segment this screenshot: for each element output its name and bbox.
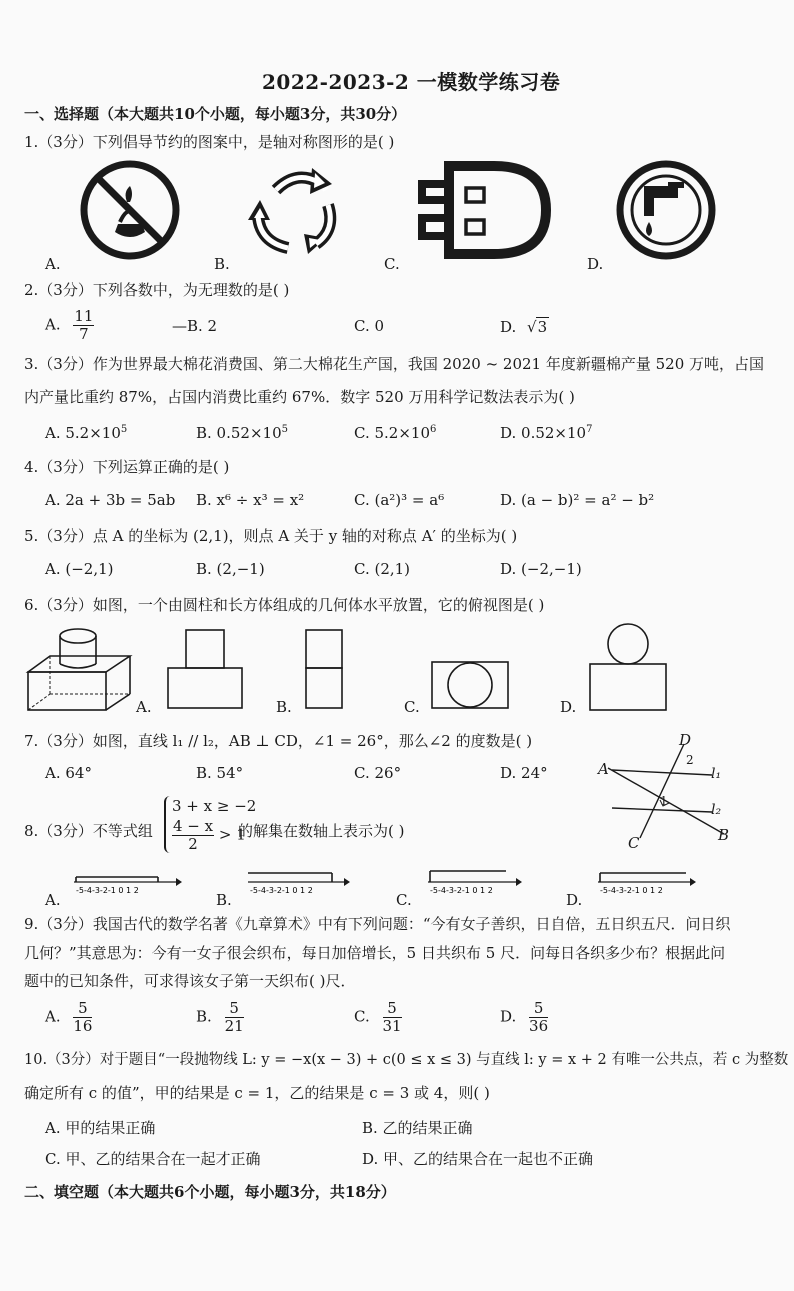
q9-a-denominator: 16: [73, 1017, 93, 1035]
section-heading-choice: 一、选择题（本大题共10个小题，每小题3分，共30分）: [24, 105, 407, 123]
q2-option-d-label: D.: [500, 318, 517, 336]
q8-option-a-label: A.: [45, 891, 61, 909]
q4-option-d: D. (a − b)² = a² − b²: [500, 491, 655, 509]
q4-option-b: B. x⁶ ÷ x³ = x²: [196, 491, 305, 509]
q2-a-denominator: 7: [79, 325, 89, 343]
q8-a-ticks: -5-4-3-2-1 0 1 2: [76, 886, 139, 895]
question-2-text: 2.（3分）下列各数中，为无理数的是( ): [24, 281, 290, 299]
q8-c-ticks: -5-4-3-2-1 0 1 2: [430, 886, 493, 895]
q7-label-c: C: [628, 834, 640, 852]
q9-option-a: [45, 1000, 92, 1035]
q6-option-c-figure: [430, 660, 510, 710]
question-7-text: 7.（3分）如图，直线 l₁ // l₂，AB ⊥ CD，∠1 = 26°，那么∠2 的度数是( ): [24, 732, 533, 750]
q3-option-d: [500, 424, 592, 442]
question-4-text: 4.（3分）下列运算正确的是( ): [24, 458, 230, 476]
question-5-text: 5.（3分）点 A 的坐标为 (2,1)，则点 A 关于 y 轴的对称点 A′ 的坐标为( ): [24, 527, 518, 545]
q7-option-c: C. 26°: [354, 764, 402, 782]
q8-option-c-label: C.: [396, 891, 412, 909]
q7-label-l1: l₁: [711, 766, 722, 782]
q4-option-a: A. 2a + 3b = 5ab: [45, 491, 176, 509]
q4-option-c: C. (a²)³ = a⁶: [354, 491, 445, 509]
q9-b-numerator: 5: [225, 1000, 244, 1018]
q9-b-denominator: 21: [224, 1017, 244, 1035]
q8-inequality-1: 3 + x ≥ −2: [172, 797, 257, 815]
q1-option-b-label: B.: [214, 255, 230, 273]
q9-c-denominator: 31: [382, 1017, 402, 1035]
q7-angle-1: 1: [660, 794, 668, 808]
q8-option-c-number-line: [426, 866, 522, 894]
question-9-line-3: 题中的已知条件，可求得该女子第一天织布( )尺．: [24, 972, 356, 990]
q2-option-a-label: A.: [45, 315, 61, 334]
q9-c-numerator: 5: [383, 1000, 402, 1018]
question-1-text: 1.（3分）下列倡导节约的图案中，是轴对称图形的是( ): [24, 133, 395, 151]
page-title: 2022-2023-2 一模数学练习卷: [262, 70, 561, 94]
q3-option-c: [354, 424, 436, 442]
q1-option-d-label: D.: [587, 255, 604, 273]
q9-option-c-label: C.: [354, 1007, 370, 1026]
recycle-icon: [246, 160, 346, 260]
q6-option-a-label: A.: [136, 698, 152, 716]
q3-option-b: [196, 424, 288, 442]
q5-option-b: B. (2,−1): [196, 560, 265, 578]
q6-option-a-figure: [166, 628, 244, 710]
q8-b-ticks: -5-4-3-2-1 0 1 2: [250, 886, 313, 895]
question-8-prefix: 8.（3分）不等式组: [24, 822, 153, 840]
plug-saving-icon: [414, 160, 554, 260]
q2-option-c: C. 0: [354, 317, 385, 335]
q3-option-a-base: A. 5.2×10: [45, 424, 121, 442]
q5-option-c: C. (2,1): [354, 560, 411, 578]
q9-option-b-fraction: [225, 1000, 244, 1035]
q8-option-b-number-line: [246, 868, 350, 894]
q8-d-ticks: -5-4-3-2-1 0 1 2: [600, 886, 663, 895]
q1-option-a-label: A.: [45, 255, 61, 273]
q3-option-d-exponent: 7: [586, 424, 593, 435]
q8-option-d-label: D.: [566, 891, 583, 909]
q9-d-numerator: 5: [529, 1000, 548, 1018]
q6-option-c-label: C.: [404, 698, 420, 716]
q7-option-d: D. 24°: [500, 764, 548, 782]
q7-label-l2: l₂: [711, 802, 722, 818]
q10-option-a: A. 甲的结果正确: [45, 1119, 156, 1137]
q9-option-b: [196, 1000, 244, 1035]
q9-d-denominator: 36: [529, 1017, 549, 1035]
no-waste-food-icon: [80, 160, 180, 260]
q3-option-b-exponent: 5: [281, 424, 288, 435]
solid-figure-cylinder-on-box: [26, 624, 134, 712]
q9-option-a-label: A.: [45, 1007, 61, 1026]
question-10-line-2: 确定所有 c 的值”，甲的结果是 c = 1，乙的结果是 c = 3 或 4，则( ): [24, 1084, 490, 1102]
q8-ineq2-denominator: 2: [188, 835, 198, 853]
q8-option-b-label: B.: [216, 891, 232, 909]
q8-ineq2-numerator: 4 − x: [173, 817, 214, 835]
q9-option-d-fraction: [529, 1000, 548, 1035]
q6-option-d-label: D.: [560, 698, 577, 716]
q2-option-b: —B. 2: [172, 317, 218, 335]
q3-option-a: [45, 424, 127, 442]
q10-option-d: D. 甲、乙的结果合在一起也不正确: [362, 1150, 594, 1168]
question-8-suffix: 的解集在数轴上表示为( ): [238, 822, 405, 840]
q10-option-b: B. 乙的结果正确: [362, 1119, 473, 1137]
q2-d-radicand: 3: [537, 318, 548, 336]
q7-option-b: B. 54°: [196, 764, 244, 782]
q5-option-a: A. (−2,1): [45, 560, 114, 578]
q2-option-d: D. √3: [500, 318, 548, 336]
q8-ineq2-relation: > 1: [218, 825, 246, 844]
q9-option-b-label: B.: [196, 1007, 212, 1026]
q9-option-d: [500, 1000, 548, 1035]
q2-option-a-fraction: [73, 308, 94, 343]
q7-label-a: A: [598, 760, 609, 778]
q6-option-b-label: B.: [276, 698, 292, 716]
question-10-line-1: 10.（3分）对于题目“一段抛物线 L: y = −x(x − 3) + c(0 ≤ x ≤ 3) 与直线 l: y = x + 2 有唯一公共点，若 c 为整数: [24, 1052, 789, 1068]
question-9-line-2: 几何？”其意思为：今有一女子很会织布，每日加倍增长，5 日共织布 5 尺．问每日各织多少布？根据此问: [24, 944, 726, 962]
section-heading-fill-blank: 二、填空题（本大题共6个小题，每小题3分，共18分）: [24, 1183, 396, 1201]
q3-option-b-base: B. 0.52×10: [196, 424, 282, 442]
q8-option-d-number-line: [596, 868, 696, 894]
question-3-line-1: 3.（3分）作为世界最大棉花消费国、第二大棉花生产国，我国 2020 ~ 2021 年度新疆棉产量 520 万吨，占国: [24, 355, 765, 373]
q7-angle-2: 2: [686, 753, 694, 767]
q3-option-c-base: C. 5.2×10: [354, 424, 430, 442]
q9-option-c: [354, 1000, 402, 1035]
q8-option-a-number-line: [72, 872, 182, 894]
q9-a-numerator: 5: [73, 1000, 92, 1018]
q1-option-c-label: C.: [384, 255, 400, 273]
q9-option-c-fraction: [383, 1000, 402, 1035]
question-6-text: 6.（3分）如图，一个由圆柱和长方体组成的几何体水平放置，它的俯视图是( ): [24, 596, 545, 614]
q3-option-a-exponent: 5: [120, 424, 128, 435]
q10-option-c: C. 甲、乙的结果合在一起才正确: [45, 1150, 261, 1168]
question-9-line-1: 9.（3分）我国古代的数学名著《九章算术》中有下列问题：“今有女子善织，日自倍，五日织五尺．问日织: [24, 915, 731, 933]
q7-label-b: B: [718, 826, 730, 844]
q2-option-a: [45, 308, 94, 343]
question-3-line-2: 内产量比重约 87%，占国内消费比重约 67%．数字 520 万用科学记数法表示为( ): [24, 388, 575, 406]
q6-option-d-figure: [588, 622, 668, 712]
q3-option-c-exponent: 6: [430, 424, 437, 435]
q9-option-d-label: D.: [500, 1007, 517, 1026]
water-tap-icon: [616, 160, 716, 260]
q7-option-a: A. 64°: [45, 764, 92, 782]
q5-option-d: D. (−2,−1): [500, 560, 582, 578]
q9-option-a-fraction: [73, 1000, 92, 1035]
q8-inequality-2-fraction: [172, 818, 214, 853]
q3-option-d-base: D. 0.52×10: [500, 424, 587, 442]
q7-label-d: D: [679, 731, 692, 749]
q6-option-b-figure: [304, 628, 344, 710]
q2-a-numerator: 11: [74, 307, 94, 325]
